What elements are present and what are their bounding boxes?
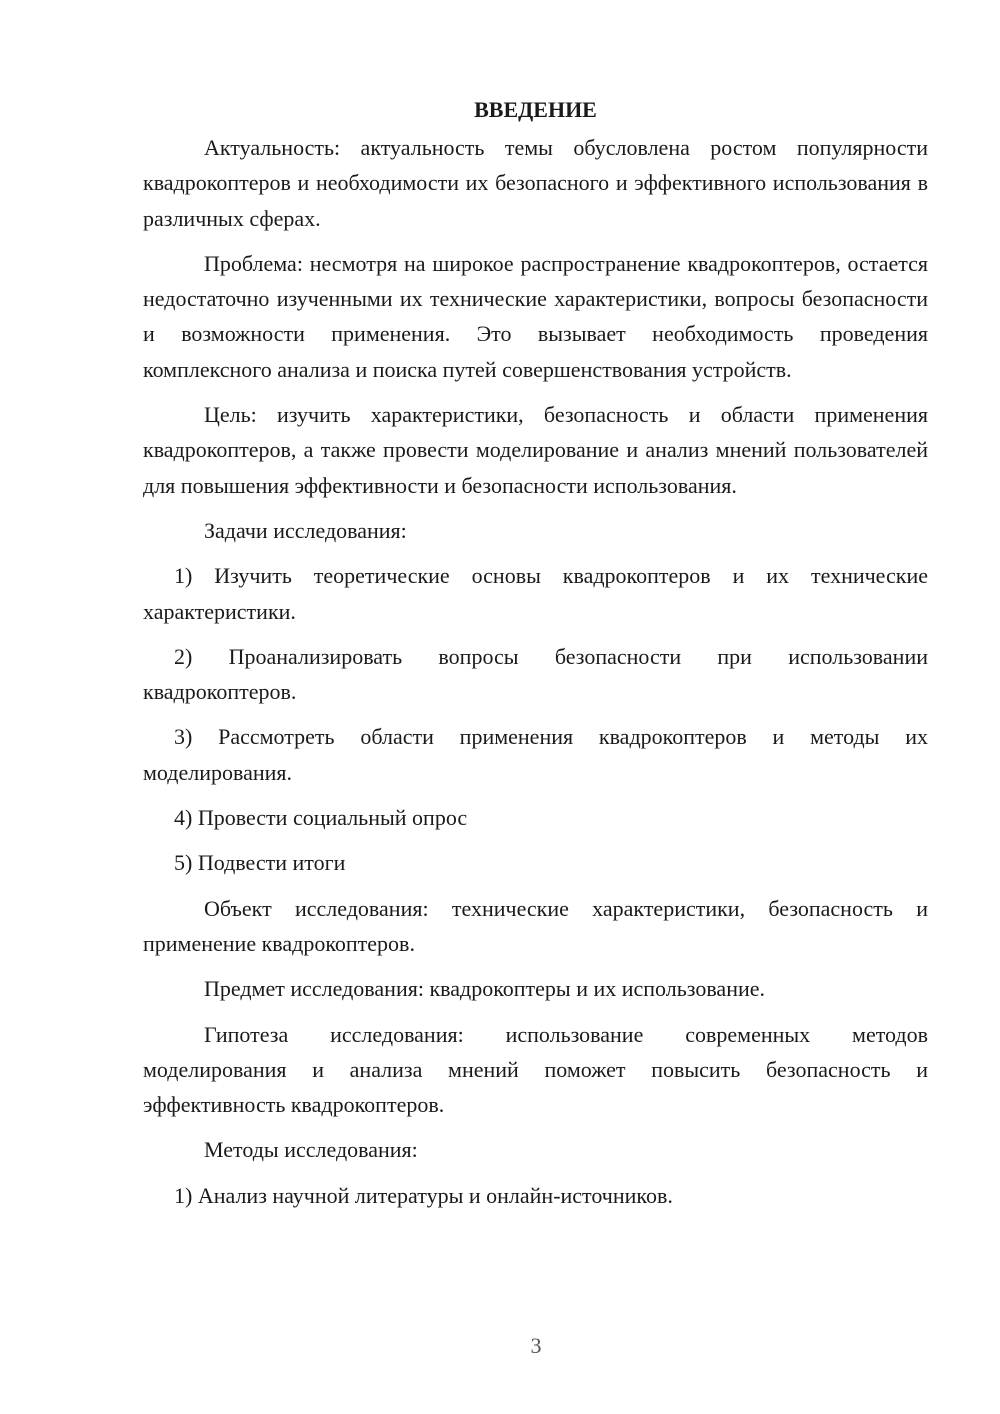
section-title: ВВЕДЕНИЕ — [474, 97, 597, 122]
list-item-method-1: 1) Анализ научной литературы и онлайн-источников. — [174, 1182, 673, 1208]
paragraph-subject: Предмет исследования: квадрокоптеры и их использование. — [204, 976, 766, 1002]
paragraph-problem: Проблема: несмотря на широкое распространение квадрокоптеров, остается недостаточно изученными их технические характеристики, вопросы безопасности и возможности применения. Это вызывает необходимость проведения комплексного анализа и поиска путей совершенствования устройств. — [143, 250, 928, 382]
list-item-task-4: 4) Провести социальный опрос — [174, 805, 468, 831]
paragraph-goal: Цель: изучить характеристики, безопасность и области применения квадрокоптеров, а также провести моделирование и анализ мнений пользователей для повышения эффективности и безопасности использования. — [143, 402, 928, 498]
paragraph-tasks-heading: Задачи исследования: — [204, 517, 407, 543]
paragraph-methods-heading: Методы исследования: — [204, 1137, 418, 1163]
list-item-task-5: 5) Подвести итоги — [174, 850, 346, 876]
list-item-task-1: 1) Изучить теоретические основы квадрокоптеров и их технические характеристики. — [143, 563, 928, 624]
page-content — [143, 92, 928, 1223]
list-item-task-2: 2) Проанализировать вопросы безопасности при использовании квадрокоптеров. — [143, 643, 928, 705]
paragraph-hypothesis: Гипотеза исследования: использование современных методов моделирования и анализа мнений поможет повысить безопасность и эффективность квадрокоптеров. — [143, 1021, 928, 1118]
paragraph-relevance: Актуальность: актуальность темы обусловлена ростом популярности квадрокоптеров и необходимости их безопасного и эффективного использования в различных сферах. — [143, 135, 928, 231]
list-item-task-3: 3) Рассмотреть области применения квадрокоптеров и методы их моделирования. — [143, 724, 928, 785]
page-number: 3 — [530, 1333, 542, 1358]
paragraph-object: Объект исследования: технические характеристики, безопасность и применение квадрокоптеров. — [143, 895, 928, 956]
